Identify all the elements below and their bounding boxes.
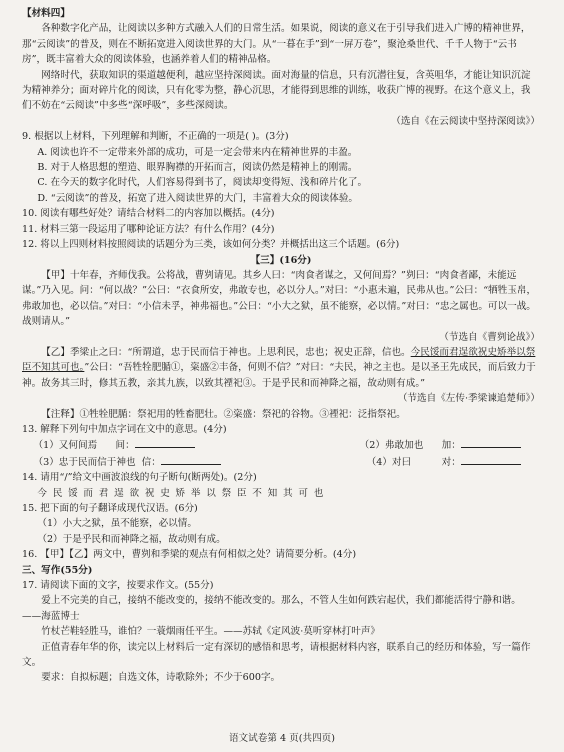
question-13-item-3: （3）忠于民而信于神也 信： [34, 454, 221, 470]
question-9-option-a: A. 阅读也许不一定带来外部的成功，可是一定会带来内在精神世界的丰盈。 [37, 146, 358, 158]
question-17 [22, 578, 540, 686]
material-4-source: （选自《在云阅读中坚持深阅读》） [391, 115, 540, 127]
material-4 [22, 6, 540, 129]
question-14-sentence: 今民馁而君逞欲祝史矫举以祭臣不知其可也 [37, 487, 330, 499]
question-13-row-2 [22, 454, 540, 470]
passage-jia-text: 【甲】十年春，齐师伐我。公将战，曹刿请见。其乡人曰：“肉食者谋之，又何间焉？”刿曰：“肉食者鄙，未能远谋。”乃入见。问：“何以战？”公曰：“衣食所安，弗敢专也，必以分人。”对曰：“小惠未遍，民弗从也。”公曰：“牺牲玉帛，弗敢加也，必以信。”对曰：“小信未孚，神弗福也。”公曰：“小大之狱，虽不能察，必以情。”对曰：“忠之属也。可以一战。战则请从。” [22, 269, 537, 328]
question-9-stem: 9. 根据以上材料，下列理解和判断，不正确的一项是( )。(3分) [22, 131, 289, 143]
question-9-option-c: C. 在今天的数字化时代，人们容易得到书了，阅读却变得短、浅和碎片化了。 [37, 177, 368, 189]
question-17-quote-1: 爱上不完美的自己，接纳不能改变的，接纳不能改变的。那么，不管人生如何跌宕起伏，我们都能活得宁静和谐。——海蓝博士 [22, 595, 521, 622]
annotations-text: 【注释】①牲牷肥腯：祭祀用的牲畜肥壮。②粢盛：祭祀的谷物。③禋祀：泛指祭祀。 [41, 408, 406, 420]
question-15-sentence-2: （2）于是乎民和而神降之福，故动则有成。 [37, 533, 226, 545]
answer-blank[interactable] [161, 454, 221, 465]
question-14 [22, 470, 540, 501]
question-13-item-1: （1）又何间焉 间： [34, 437, 195, 453]
material-4-paragraph-2: 网络时代，获取知识的渠道越便利，越应坚持深阅读。面对海量的信息，只有沉潜往复，含英咀华，才能让知识沉淀为精神养分；面对碎片化的阅读，只有化零为整，静心沉思，才能得到思维的训练，收获广博的视野。在这个意义上，我们不妨在“云阅读”中多些“深呼吸”，多些深阅读。 [22, 69, 531, 112]
passage-yi-text-after: ”公曰：“吾牲牷肥腯①，粢盛②丰备，何则不信？”对曰：“夫民，神之主也。是以圣王先成民，而后致力于神。故务其三时，修其五教，亲其九族，以致其禋祀③。于是乎民和而神降之福，故动则有成。” [22, 362, 536, 389]
question-12: 12. 将以上四则材料按照阅读的话题分为三类，该如何分类？并概括出这三个话题。(6分) [22, 239, 400, 251]
page-footer: 语文试卷第 4 页(共四页) [228, 732, 336, 744]
section-3-heading: 【三】(16分) [250, 254, 312, 266]
question-17-stem: 17. 请阅读下面的文字，按要求作文。(55分) [22, 580, 214, 592]
writing-section-heading: 三、写作(55分) [22, 564, 93, 576]
question-13-row-1 [22, 437, 540, 453]
answer-blank[interactable] [135, 437, 195, 448]
question-17-quote-2: 竹杖芒鞋轻胜马，谁怕？一蓑烟雨任平生。——苏轼《定风波·莫听穿林打叶声》 [41, 626, 381, 638]
passage-yi [22, 345, 540, 407]
passage-yi-text-before: 【乙】季梁止之曰：“所谓道，忠于民而信于神也。上思利民，忠也；祝史正辞，信也。 [41, 346, 411, 358]
question-14-stem: 14. 请用“/”给文中画波浪线的句子断句(断两处)。(2分) [22, 472, 257, 484]
question-13-stem: 13. 解释下列句中加点字词在文中的意思。(4分) [22, 423, 227, 435]
material-4-heading: 【材料四】 [22, 8, 70, 19]
answer-blank[interactable] [461, 437, 521, 448]
question-13 [22, 422, 540, 470]
question-9-option-d: D. “云阅读”的普及，拓宽了进入阅读世界的大门，丰富着大众的阅读体验。 [37, 192, 359, 204]
question-15-sentence-1: （1）小大之狱，虽不能察，必以情。 [37, 518, 197, 530]
question-10: 10. 阅读有哪些好处？请结合材料二的内容加以概括。(4分) [22, 208, 275, 220]
question-13-item-2: （2）弗敢加也 加： [360, 437, 521, 453]
material-4-paragraph-1: 各种数字化产品，让阅读以多种方式融入人们的日常生活。如果说，阅读的意义在于引导我们进入广博的精神世界，那“云阅读”的普及，则在不断拓宽进入阅读世界的大门。从“一暮在手”到“一屏万卷”，聚沧桑世代、千千人物于“云书房”，既丰富着大众的阅读体验，也涵养着人们的精神品格。 [22, 23, 531, 66]
passage-yi-text [22, 345, 540, 391]
question-13-item-4: （4）对曰 对： [367, 454, 521, 470]
passage-yi-source: （节选自《左传·季梁谏追楚师》） [397, 393, 540, 405]
question-17-requirement: 要求：自拟标题；自选文体，诗歌除外；不少于600字。 [41, 672, 281, 684]
passage-yi-wavy-sentence: 今民馁而君逞欲祝史矫举以祭臣不知其可也。 [22, 346, 536, 374]
question-16: 16. 【甲】【乙】两文中，曹刿和季梁的观点有何相似之处？请简要分析。(4分) [22, 549, 357, 561]
question-11: 11. 材料三第一段运用了哪种论证方法？有什么作用？(4分) [22, 223, 275, 235]
question-9-option-b: B. 对于人格思想的塑造、眼界胸襟的开拓而言，阅读仍然是精神上的刚需。 [37, 162, 358, 174]
question-17-prompt: 正值青春年华的你，读完以上材料后一定有深切的感悟和思考，请根据材料内容，联系自己的经历和体验，写一篇作文。 [22, 641, 531, 669]
passage-jia-source: （节选自《曹刿论战》） [439, 331, 540, 343]
passage-jia [22, 268, 540, 345]
question-9 [22, 129, 540, 206]
answer-blank[interactable] [461, 454, 521, 465]
question-15 [22, 501, 540, 547]
annotations [22, 407, 540, 422]
question-15-stem: 15. 把下面的句子翻译成现代汉语。(6分) [22, 503, 198, 514]
